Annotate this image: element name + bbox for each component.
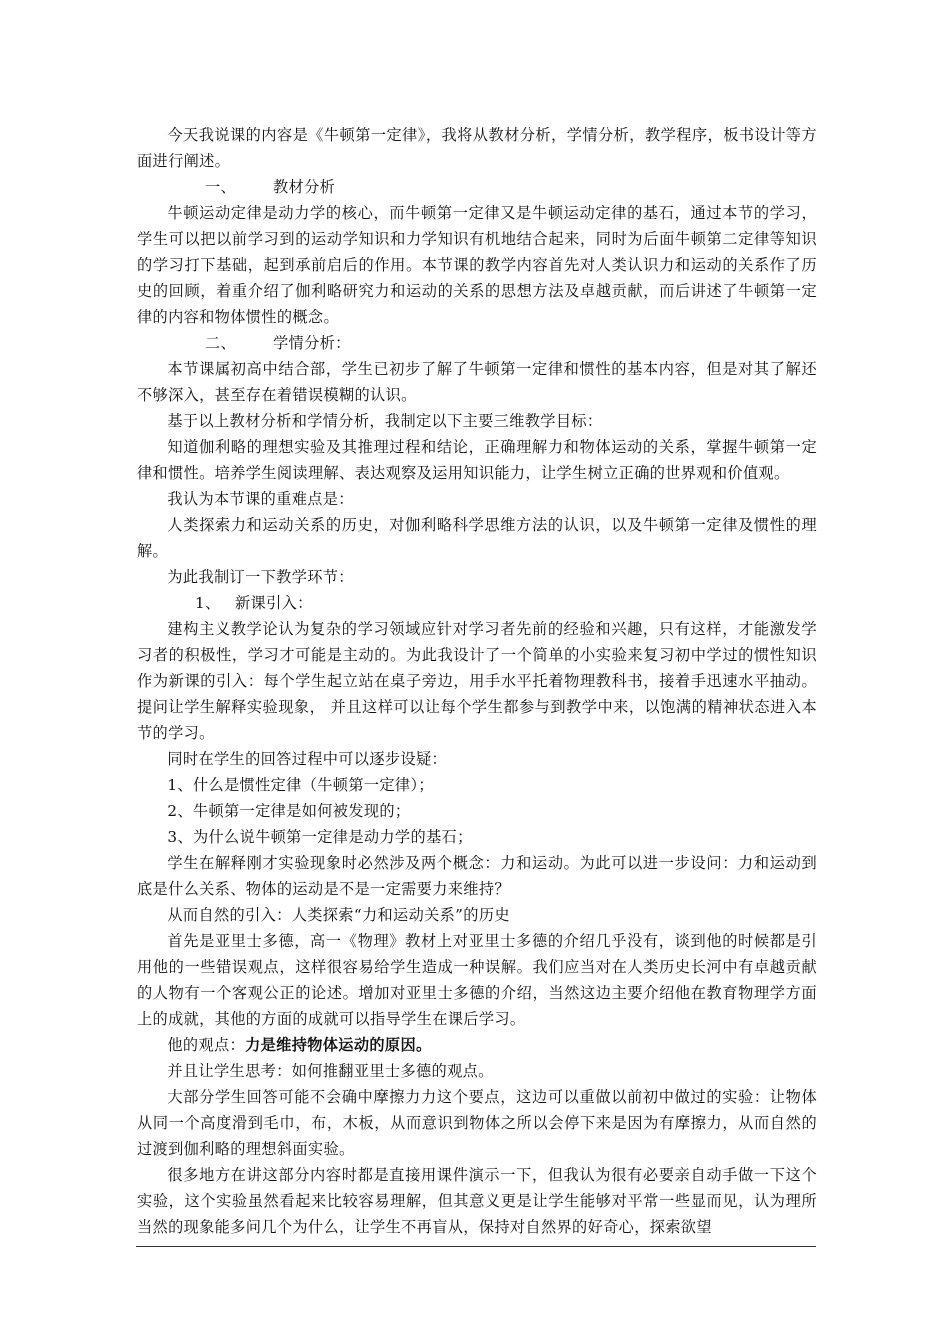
paragraph-goals-intro: 基于以上教材分析和学情分析，我制定以下主要三维教学目标： <box>167 412 603 430</box>
document-body <box>137 122 817 1240</box>
paragraph-viewpoint <box>137 1032 817 1058</box>
paragraph-intro: 今天我说课的内容是《牛顿第一定律》，我将从教材分析，学情分析，教学程序，板书设计等方面进行阐述。 <box>137 126 817 170</box>
section-title: 教材分析 <box>273 178 336 196</box>
paragraph-experiment: 很多地方在讲这部分内容时都是直接用课件演示一下，但我认为很有必要亲自动手做一下这个实验，这个实验虽然看起来比较容易理解，但其意义更是让学生能够对平常一些显而见，认为理所当然的现象能多问几个为什么，让学生不再盲从，保持对自然界的好奇心，探索欲望 <box>137 1166 817 1236</box>
section-title: 学情分析： <box>273 334 351 352</box>
paragraph-force-motion: 学生在解释刚才实验现象时必然涉及两个概念：力和运动。为此可以进一步设问：力和运动到底是什么关系、物体的运动是不是一定需要力来维持？ <box>137 854 817 898</box>
paragraph-key-points: 人类探索力和运动关系的历史，对伽利略科学思维方法的认识，以及牛顿第一定律及惯性的理解。 <box>137 516 817 560</box>
paragraph-think: 并且让学生思考：如何推翻亚里士多德的观点。 <box>167 1062 494 1080</box>
list-item-question-2: 2、牛顿第一定律是如何被发现的； <box>167 802 411 820</box>
paragraph-students: 本节课属初高中结合部，学生已初步了解了牛顿第一定律和惯性的基本内容，但是对其了解还不够深入，甚至存在着错误模糊的认识。 <box>137 360 817 404</box>
paragraph-key-points-intro: 我认为本节课的重难点是： <box>167 490 354 508</box>
viewpoint-statement: 力是维持物体运动的原因。 <box>245 1036 432 1054</box>
paragraph-steps-intro: 为此我制订一下教学环节： <box>167 568 354 586</box>
viewpoint-label: 他的观点： <box>167 1036 246 1054</box>
section-number: 二、 <box>205 334 237 352</box>
page-footer-divider <box>136 1246 816 1247</box>
paragraph-friction: 大部分学生回答可能不会确中摩擦力力这个要点，这边可以重做以前初中做过的实验：让物体从同一个高度滑到毛巾，布，木板，从而意识到物体之所以会停下来是因为有摩擦力，从而自然的过渡到伽利略的理想斜面实验。 <box>137 1088 817 1158</box>
list-item-question-1: 1、什么是惯性定律（牛顿第一定律）； <box>167 776 434 794</box>
paragraph-history-intro: 从而自然的引入：人类探索“力和运动关系”的历史 <box>167 906 510 924</box>
list-item-question-3: 3、为什么说牛顿第一定律是动力学的基石； <box>167 828 473 846</box>
paragraph-questions-intro: 同时在学生的回答过程中可以逐步设疑： <box>167 750 448 768</box>
section-number: 一、 <box>205 178 237 196</box>
section-heading-textbook-analysis <box>137 174 817 200</box>
paragraph-textbook: 牛顿运动定律是动力学的核心，而牛顿第一定律又是牛顿运动定律的基石，通过本节的学习，学生可以把以前学习到的运动学知识和力学知识有机地结合起来，同时为后面牛顿第二定律等知识的学习打下基础，起到承前启后的作用。本节课的教学内容首先对人类认识力和运动的关系作了历史的回顾，着重介绍了伽利略研究力和运动的关系的思想方法及卓越贡献，而后讲述了牛顿第一定律的内容和物体惯性的概念。 <box>137 204 817 326</box>
paragraph-aristotle: 首先是亚里士多德，高一《物理》教材上对亚里士多德的介绍几乎没有，谈到他的时候都是引用他的一些错误观点，这样很容易给学生造成一种误解。我们应当对在人类历史长河中有卓越贡献的人物有一个客观公正的论述。增加对亚里士多德的介绍，当然这边主要介绍他在教育物理学方面上的成就，其他的方面的成就可以指导学生在课后学习。 <box>137 932 817 1028</box>
section-heading-student-analysis <box>137 330 817 356</box>
subsection-heading-intro <box>137 590 817 616</box>
paragraph-constructivism: 建构主义教学论认为复杂的学习领域应针对学习者先前的经验和兴趣，只有这样，才能激发学习者的积极性，学习才可能是主动的。为此我设计了一个简单的小实验来复习初中学过的惯性知识作为新课的引入：每个学生起立站在桌子旁边，用手水平托着物理教科书，接着手迅速水平抽动。提问让学生解释实验现象， 并且这样可以让每个学生都参与到教学中来，以饱满的精神状态进入本节的学习。 <box>137 620 817 742</box>
paragraph-goals: 知道伽利略的理想实验及其推理过程和结论，正确理解力和物体运动的关系，掌握牛顿第一定律和惯性。培养学生阅读理解、表达观察及运用知识能力，让学生树立正确的世界观和价值观。 <box>137 438 817 482</box>
subsection-number: 1、 <box>195 594 221 612</box>
subsection-title: 新课引入： <box>235 594 313 612</box>
